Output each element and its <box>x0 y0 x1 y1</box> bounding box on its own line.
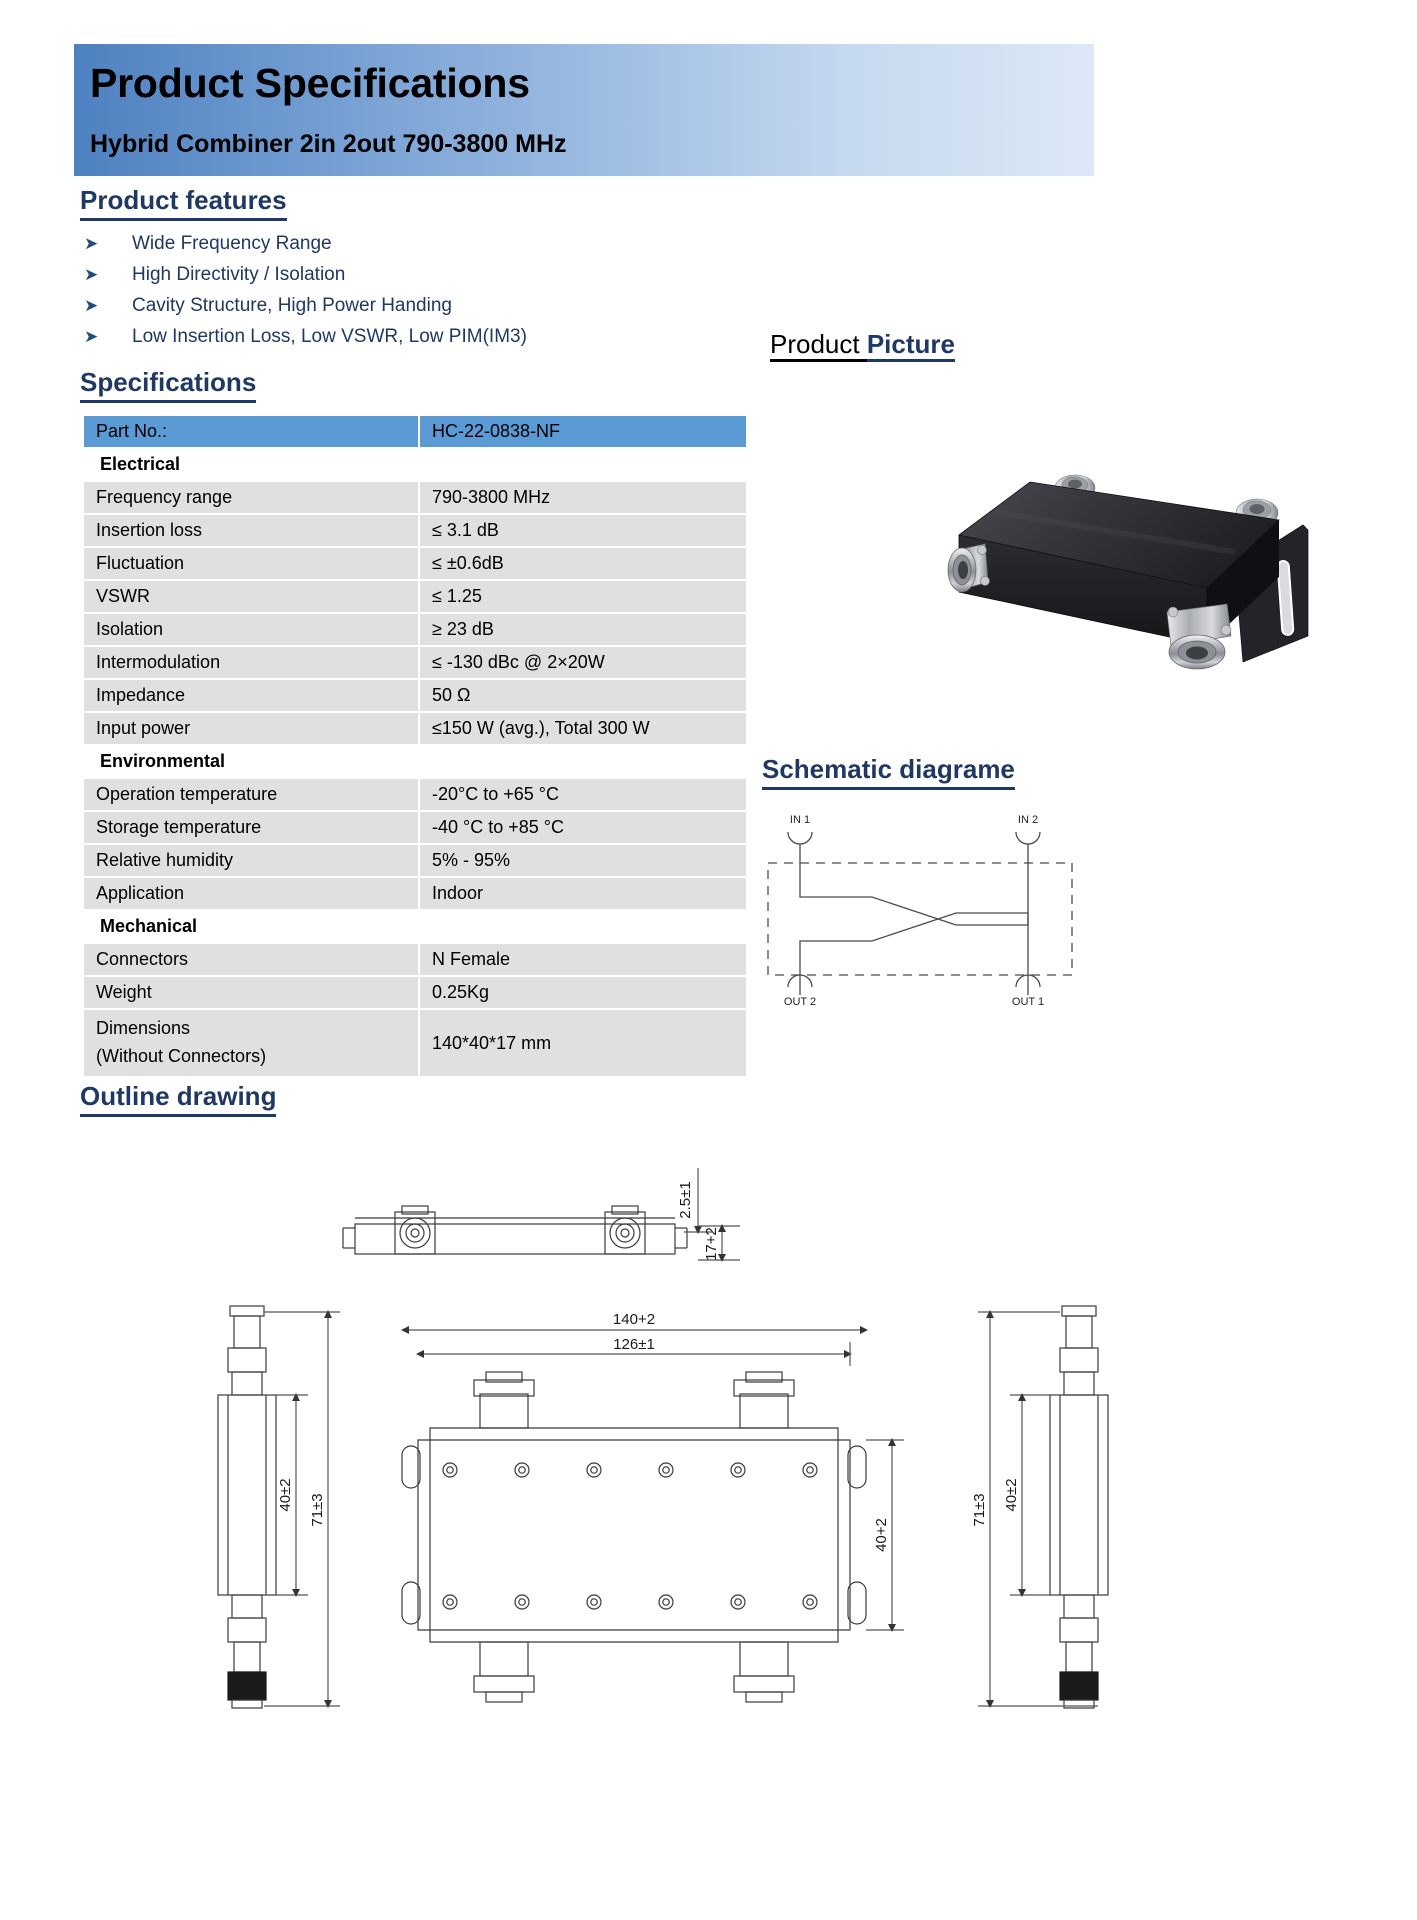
spec-label: Frequency range <box>83 481 419 514</box>
spec-value: ≥ 23 dB <box>419 613 747 646</box>
spec-value: 140*40*17 mm <box>419 1009 747 1077</box>
feature-label: Wide Frequency Range <box>132 233 332 254</box>
list-item <box>80 261 720 292</box>
section-heading-product-picture <box>770 330 955 362</box>
spec-label: Isolation <box>83 613 419 646</box>
table-row <box>83 481 747 514</box>
dim-label-right-overall-width: 71±3 <box>971 1493 988 1527</box>
spec-label: Fluctuation <box>83 547 419 580</box>
table-row <box>83 514 747 547</box>
port-stubs <box>800 844 1028 995</box>
group-label: Electrical <box>83 448 747 481</box>
spec-label: Operation temperature <box>83 778 419 811</box>
outline-drawing-illustration <box>150 1140 1260 1900</box>
page-title: Product Specifications <box>90 60 530 106</box>
spec-value: N Female <box>419 943 747 976</box>
schematic-label-out1: OUT 1 <box>1011 996 1045 1008</box>
product-features-list <box>80 230 720 354</box>
table-row <box>83 844 747 877</box>
connector-front-right <box>1167 604 1231 669</box>
dim-label-top-hole-span: 126±1 <box>613 1336 655 1353</box>
spec-label: Connectors <box>83 943 419 976</box>
specifications-table <box>82 414 748 1078</box>
spec-value: 0.25Kg <box>419 976 747 1009</box>
view-left-side <box>218 1306 276 1708</box>
schematic-label-in1: IN 1 <box>789 814 811 826</box>
connector-top-right <box>734 1372 794 1428</box>
dim-left-overall-width <box>264 1310 340 1708</box>
section-heading-specifications: Specifications <box>80 368 256 403</box>
product-photo-illustration <box>935 440 1310 675</box>
dimensions-label-line1: Dimensions <box>96 1018 191 1039</box>
group-label: Environmental <box>83 745 747 778</box>
connector-bottom-right <box>734 1642 794 1702</box>
table-row <box>83 547 747 580</box>
dim-right-overall-width <box>978 1310 1098 1708</box>
connector-bottom-left <box>474 1642 534 1702</box>
list-item <box>80 292 720 323</box>
table-row <box>83 712 747 745</box>
spec-value: 50 Ω <box>419 679 747 712</box>
table-group-mechanical <box>83 910 747 943</box>
table-row <box>83 580 747 613</box>
spec-value: 790-3800 MHz <box>419 481 747 514</box>
picture-heading-part-b: Picture <box>867 329 955 362</box>
header-banner <box>74 44 1094 176</box>
schematic-label-in2: IN 2 <box>1017 814 1039 826</box>
view-right-side <box>1050 1306 1108 1708</box>
dim-label-top-overall-length: 140+2 <box>612 1311 656 1328</box>
table-group-environmental <box>83 745 747 778</box>
dim-label-left-overall-width: 71±3 <box>309 1493 326 1527</box>
spec-value: -40 °C to +85 °C <box>419 811 747 844</box>
dim-label-left-body-width: 40±2 <box>277 1478 294 1512</box>
view-top-main <box>402 1372 866 1702</box>
table-row <box>83 877 747 910</box>
table-row <box>83 976 747 1009</box>
table-row <box>83 679 747 712</box>
group-label: Mechanical <box>83 910 747 943</box>
spec-label: Relative humidity <box>83 844 419 877</box>
part-number-value: HC-22-0838-NF <box>419 415 747 448</box>
spec-label: Insertion loss <box>83 514 419 547</box>
arrow-bullet-icon: ➤ <box>84 327 99 346</box>
table-row <box>83 811 747 844</box>
dim-label-right-body-width: 40±2 <box>1003 1478 1020 1512</box>
picture-heading-part-a: Product <box>770 329 867 362</box>
spec-value: Indoor <box>419 877 747 910</box>
spec-label: Input power <box>83 712 419 745</box>
arrow-bullet-icon: ➤ <box>84 265 99 284</box>
section-heading-outline-drawing: Outline drawing <box>80 1082 276 1117</box>
arrow-bullet-icon: ➤ <box>84 296 99 315</box>
spec-label <box>83 1009 419 1077</box>
schematic-label-out2: OUT 2 <box>783 996 817 1008</box>
spec-label: Weight <box>83 976 419 1009</box>
part-number-label: Part No.: <box>83 415 419 448</box>
table-row <box>83 613 747 646</box>
dim-label-side-body-height: 17+2 <box>703 1227 720 1261</box>
schematic-diagram <box>760 805 1080 1010</box>
dim-label-top-body-width: 40+2 <box>873 1518 890 1552</box>
spec-label: VSWR <box>83 580 419 613</box>
connector-front-left <box>948 544 990 592</box>
spec-value: ≤150 W (avg.), Total 300 W <box>419 712 747 745</box>
table-row <box>83 943 747 976</box>
outline-drawing <box>150 1140 1260 1900</box>
spec-value: ≤ 1.25 <box>419 580 747 613</box>
table-row <box>83 646 747 679</box>
view-side-top <box>343 1206 687 1254</box>
table-row <box>83 778 747 811</box>
feature-label: High Directivity / Isolation <box>132 264 346 285</box>
spec-label: Application <box>83 877 419 910</box>
section-heading-schematic-diagram: Schematic diagrame <box>762 755 1015 790</box>
feature-label: Low Insertion Loss, Low VSWR, Low PIM(IM3) <box>132 326 527 347</box>
connector-top-left <box>474 1372 534 1428</box>
spec-value: -20°C to +65 °C <box>419 778 747 811</box>
screw-holes-bottom <box>443 1595 817 1609</box>
table-row-part-number <box>83 415 747 448</box>
spec-value: 5% - 95% <box>419 844 747 877</box>
table-group-electrical <box>83 448 747 481</box>
schematic-illustration <box>760 805 1080 1010</box>
dim-label-side-height-tol: 2.5±1 <box>677 1181 694 1219</box>
spec-value: ≤ ±0.6dB <box>419 547 747 580</box>
page-subtitle: Hybrid Combiner 2in 2out 790-3800 MHz <box>90 130 567 158</box>
spec-label: Impedance <box>83 679 419 712</box>
spec-value: ≤ -130 dBc @ 2×20W <box>419 646 747 679</box>
feature-label: Cavity Structure, High Power Handing <box>132 295 452 316</box>
list-item <box>80 323 720 354</box>
spec-label: Storage temperature <box>83 811 419 844</box>
list-item <box>80 230 720 261</box>
section-heading-product-features: Product features <box>80 186 287 221</box>
table-row-dimensions <box>83 1009 747 1077</box>
connector-symbol-in1 <box>788 832 812 844</box>
enclosure-boundary <box>768 863 1072 975</box>
spec-value: ≤ 3.1 dB <box>419 514 747 547</box>
product-photo <box>935 440 1310 675</box>
spec-label: Intermodulation <box>83 646 419 679</box>
dimensions-label-line2: (Without Connectors) <box>96 1046 267 1066</box>
coupling-network <box>800 863 1028 975</box>
screw-holes-top <box>443 1463 817 1477</box>
connector-symbol-in2 <box>1016 832 1040 844</box>
arrow-bullet-icon: ➤ <box>84 234 99 253</box>
